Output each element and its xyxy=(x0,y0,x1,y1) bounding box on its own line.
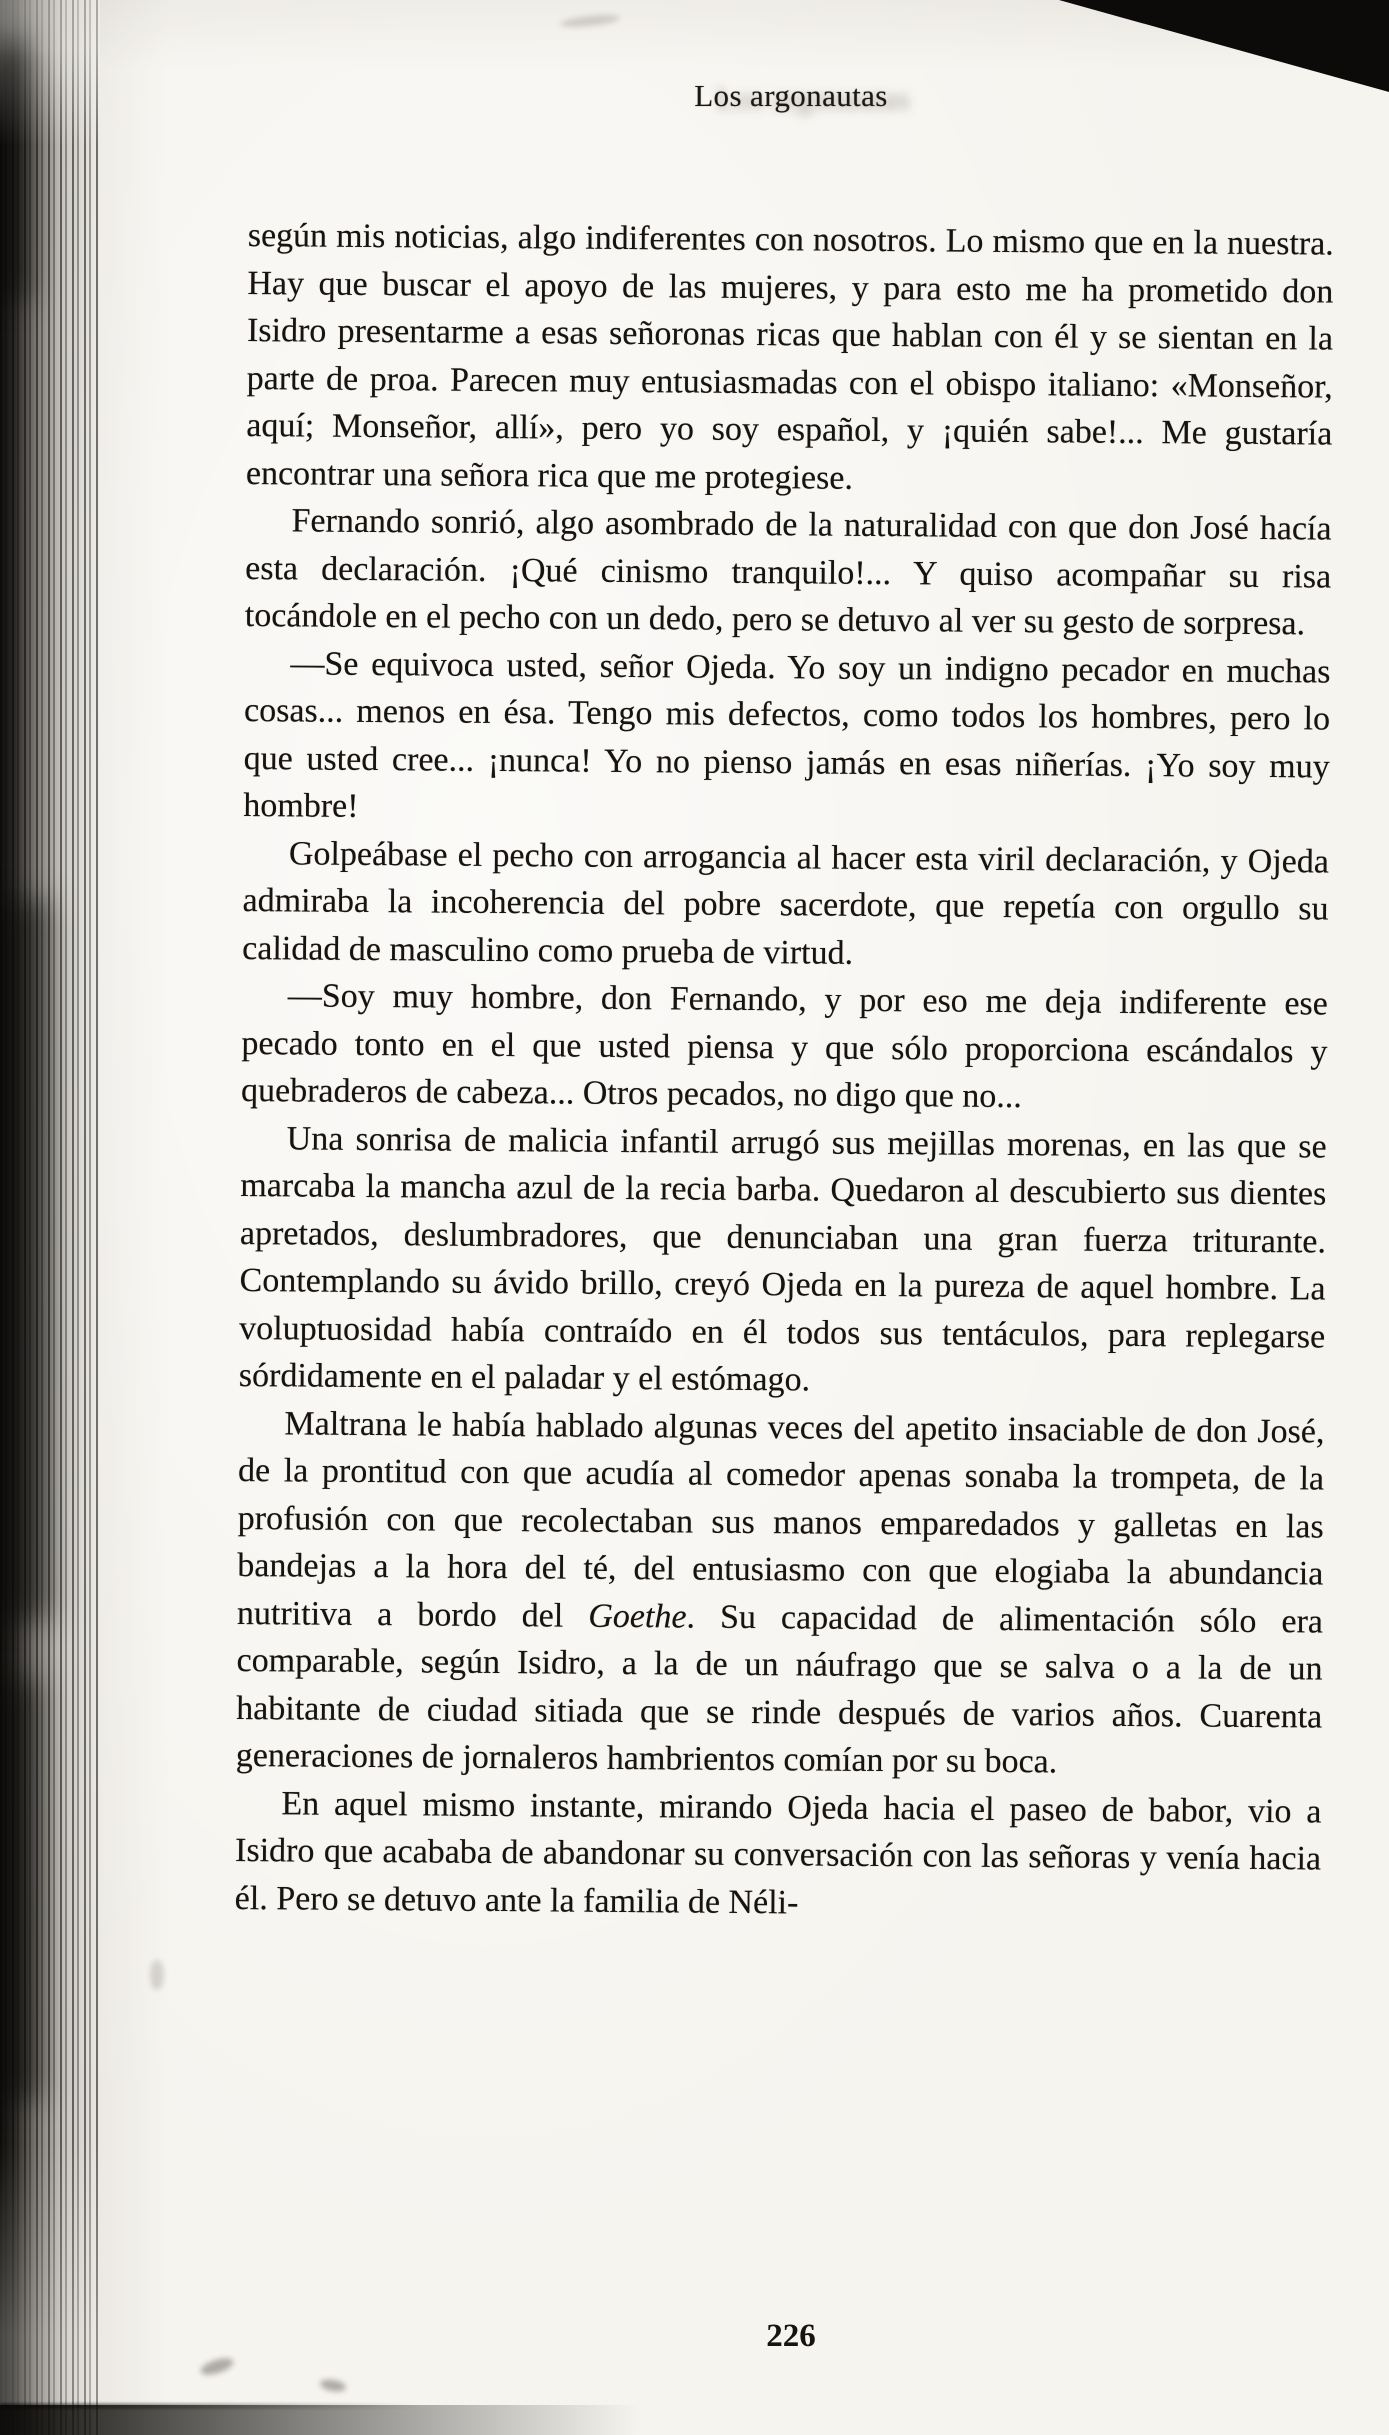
scan-edge-bottom xyxy=(0,2405,639,2435)
scan-blotch xyxy=(0,1680,40,2100)
page-body xyxy=(235,212,1334,1930)
scan-smudge xyxy=(319,2378,347,2393)
paragraph: según mis noticias, algo indiferentes con nosotros. Lo mismo que en la nuestra. Hay que buscar el apoyo de las mujeres, y para esto me ha prometido don Isidro presentarme a esas señoronas ricas que hablan con él y se sientan en la parte de proa. Parecen muy entusiasmadas con el obispo italiano: «Monseñor, aquí; Monseñor, allí», pero yo soy español, y ¡quién sabe!... Me gustaría encontrar una señora rica que me protegiese. xyxy=(245,216,1334,497)
running-header xyxy=(248,78,1334,114)
book-title-header: Los argonautas xyxy=(694,78,888,113)
scan-smudge xyxy=(150,1960,164,1990)
paragraph: Maltrana le había hablado algunas veces del apetito insaciable de don José, de la prontitud con que acudía al comedor apenas sonaba la trompeta, de la profusión con que recolectaban sus manos emparedados y galletas en las bandejas a la hora del té, del entusiasmo con que elogiaba la abundancia nutritiva a bordo del Goethe. Su capacidad de alimentación sólo era comparable, según Isidro, a la de un náufrago que se salva o a la de un habitante de ciudad sitiada que se rinde después de varios años. Cuarenta generaciones de jornaleros hambrientos comían por su boca. xyxy=(235,1404,1325,1781)
page-number: 226 xyxy=(766,2318,816,2354)
paragraph: En aquel mismo instante, mirando Ojeda hacia el paseo de babor, vio a Isidro que acababa de abandonar su conversación con las señoras y venía hacia él. Pero se detuvo ante la familia de Néli- xyxy=(234,1784,1322,1921)
scan-blotch xyxy=(0,40,30,300)
paragraph: —Soy muy hombre, don Fernando, y por eso me deja indiferente ese pecado tonto en el que usted piensa y que sólo proporciona escándalos y quebraderos de cabeza... Otros pecados, no digo que no... xyxy=(240,977,1328,1116)
paragraph: Golpeábase el pecho con arrogancia al hacer esta viril declaración, y Ojeda admiraba la incoherencia del pobre sacerdote, que repetía con orgullo su calidad de masculino como prueba de virtud. xyxy=(242,834,1330,972)
paragraph: —Se equivoca usted, señor Ojeda. Yo soy un indigno pecador en muchas cosas... menos en ésa. Tengo mis defectos, como todos los hombres, pero lo que usted cree... ¡nunca! Yo no pienso jamás en esas niñerías. ¡Yo soy muy hombre! xyxy=(243,644,1331,825)
scan-edge-bottom-line xyxy=(0,2403,417,2409)
scan-smudge xyxy=(560,13,621,29)
scan-blotch xyxy=(0,900,50,1620)
paragraph: Fernando sonrió, algo asombrado de la naturalidad con que don José hacía esta declaración. ¡Qué cinismo tranquilo!... Y quiso acompañar su risa tocándole en el pecho con un dedo, pero se detuvo al ver su gesto de sorpresa. xyxy=(244,502,1332,643)
paragraph: Una sonrisa de malicia infantil arrugó sus mejillas morenas, en las que se marcaba la mancha azul de la recia barba. Quedaron al descubierto sus dientes apretados, deslumbradores, que denunciaban una gran fuerza triturante. Contemplando su ávido brillo, creyó Ojeda en la pureza de aquel hombre. La voluptuosidad había contraído en él todos sus tentáculos, para replegarse sórdidamente en el paladar y el estómago. xyxy=(238,1119,1327,1399)
scan-smudge xyxy=(199,2355,235,2378)
